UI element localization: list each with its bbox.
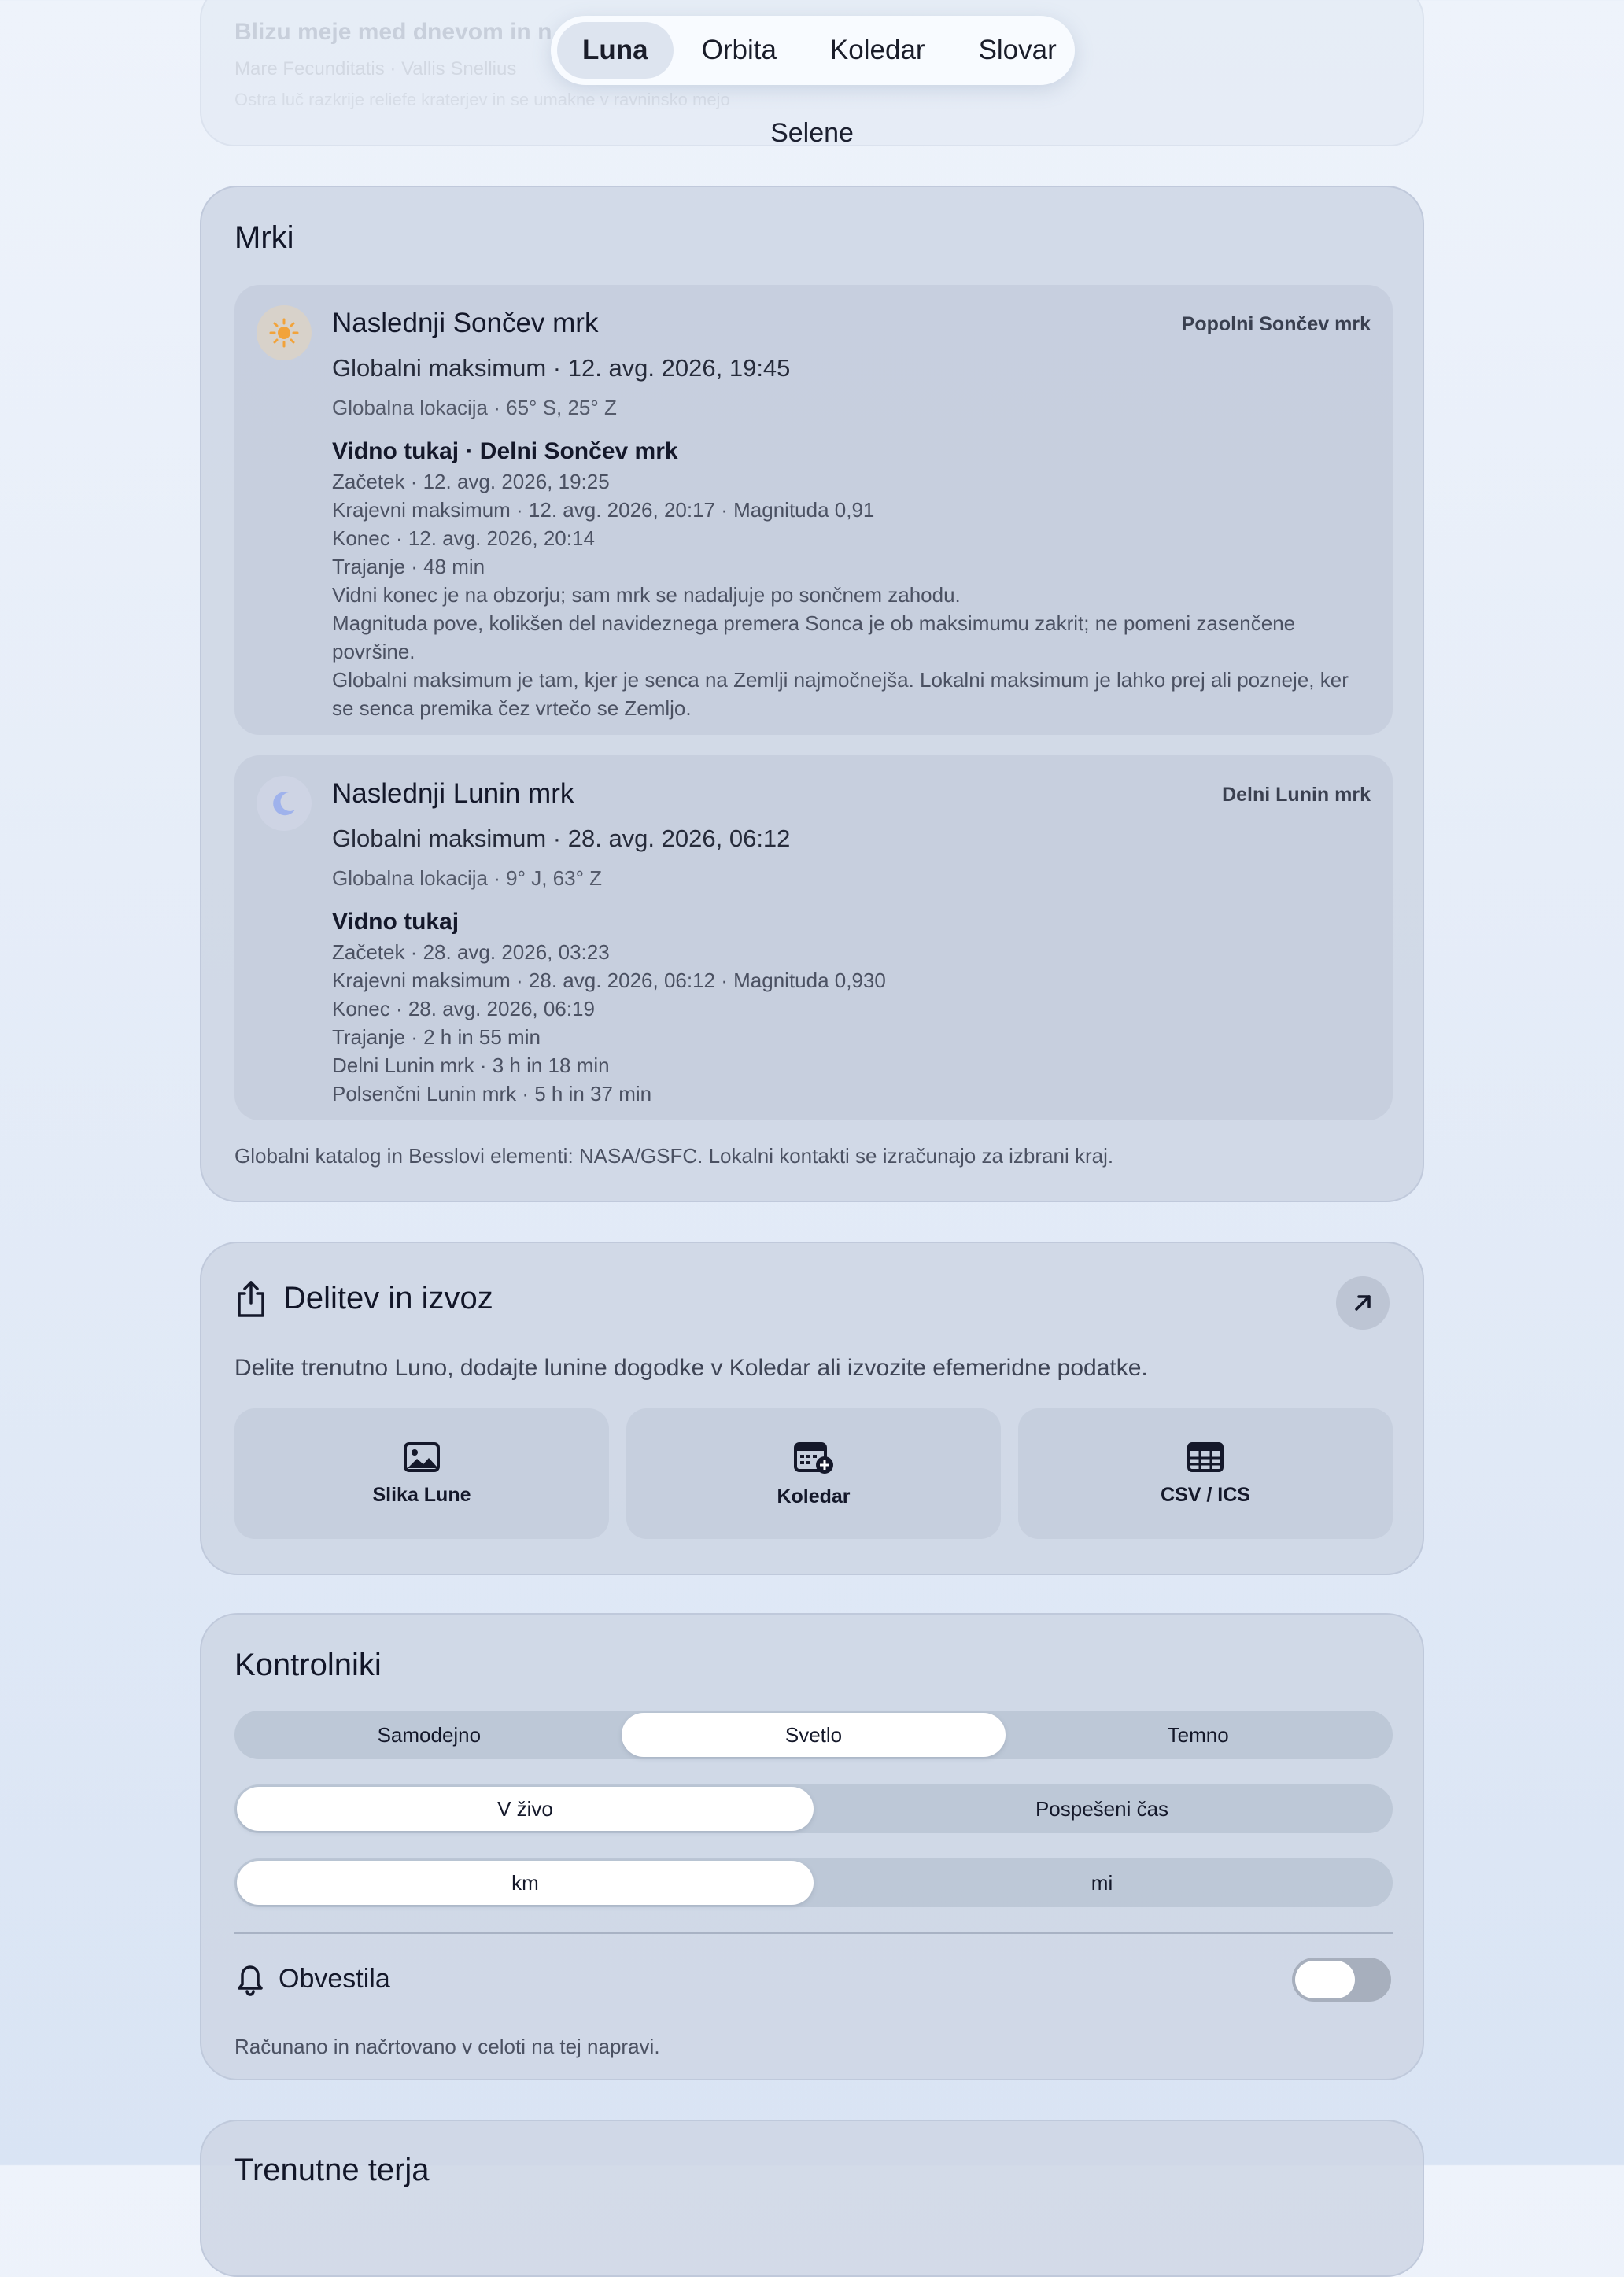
eclipse-detail-line: Konec · 28. avg. 2026, 06:19 [332, 997, 595, 1020]
eclipse-detail-line: Magnituda pove, kolikšen del navideznega premera Sonca je ob maksimumu zakrit; ne pomeni zasenčene površine. [332, 611, 1296, 663]
card-title: Delitev in izvoz [283, 1281, 493, 1316]
time-option-accelerated[interactable]: Pospešeni čas [1035, 1796, 1169, 1821]
on-device-note: Računano in načrtovano v celoti na tej napravi. [234, 2035, 660, 2058]
time-mode-segmented-control [234, 1784, 1393, 1833]
card-title: Mrki [234, 220, 294, 255]
share-icon [234, 1279, 268, 1323]
moon-icon [257, 776, 312, 831]
eclipse-detail-line: Vidni konec je na obzorju; sam mrk se nadaljuje po sončnem zahodu. [332, 583, 961, 607]
visible-here-heading: Vidno tukaj · Delni Sončev mrk [332, 438, 678, 464]
notifications-toggle[interactable] [1292, 1958, 1391, 2002]
tile-label: Koledar [777, 1485, 851, 1508]
solar-eclipse-heading: Naslednji Sončev mrk [332, 308, 599, 338]
card-title: Kontrolniki [234, 1648, 382, 1682]
lunar-eclipse-heading: Naslednji Lunin mrk [332, 778, 574, 809]
visible-here-heading: Vidno tukaj [332, 909, 460, 935]
notifications-label: Obvestila [279, 1964, 390, 1994]
calendar-add-icon [793, 1440, 834, 1474]
eclipse-detail-line: Polsenčni Lunin mrk · 5 h in 37 min [332, 1082, 652, 1105]
controls-card [200, 1613, 1424, 2080]
faded-line: Mare Fecunditatis · Vallis Snellius [234, 58, 517, 79]
share-moon-image-button[interactable] [234, 1408, 609, 1539]
arrow-up-right-icon [1351, 1291, 1375, 1315]
theme-option-auto[interactable]: Samodejno [377, 1722, 482, 1747]
eclipse-detail-line: Začetek · 12. avg. 2026, 19:25 [332, 470, 610, 493]
toggle-knob [1295, 1961, 1355, 1998]
theme-segmented-control [234, 1711, 1393, 1759]
global-location: Globalna lokacija · 65° S, 25° Z [332, 396, 617, 419]
eclipse-source-note: Globalni katalog in Besslovi elementi: NASA/GSFC. Lokalni kontakti se izračunajo za izbrani kraj. [234, 1144, 1114, 1168]
theme-option-dark[interactable]: Temno [1167, 1722, 1229, 1747]
open-share-button[interactable] [1336, 1276, 1390, 1330]
faded-title: Blizu meje med dnevom in n [234, 19, 552, 45]
eclipse-detail-line: Trajanje · 2 h in 55 min [332, 1025, 541, 1049]
bell-icon [234, 1961, 266, 1999]
global-location: Globalna lokacija · 9° J, 63° Z [332, 866, 603, 890]
lunar-eclipse-panel[interactable] [234, 755, 1393, 1120]
eclipse-detail-line: Začetek · 28. avg. 2026, 03:23 [332, 940, 610, 964]
tile-label: Slika Lune [372, 1483, 471, 1506]
eclipse-type-badge: Popolni Sončev mrk [1181, 313, 1371, 335]
eclipse-detail-line: Delni Lunin mrk · 3 h in 18 min [332, 1054, 610, 1077]
divider [234, 1932, 1393, 1934]
eclipse-detail-line: Globalni maksimum je tam, kjer je senca na Zemlji najmočnejša. Lokalni maksimum je lahko prej ali pozneje, ker se senca premika čez vrtečo se Zemljo. [332, 668, 1349, 720]
tab-koledar[interactable]: Koledar [829, 35, 925, 65]
card-title: Trenutne terja [234, 2153, 430, 2187]
global-maximum: Globalni maksimum · 12. avg. 2026, 19:45 [332, 354, 791, 382]
eclipse-detail-line: Krajevni maksimum · 28. avg. 2026, 06:12 · Magnituda 0,930 [332, 969, 886, 992]
time-option-live[interactable]: V živo [237, 1787, 814, 1831]
eclipses-card [200, 186, 1424, 1202]
eclipse-detail-line: Trajanje · 48 min [332, 555, 485, 578]
share-export-card [200, 1242, 1424, 1575]
faded-line: Ostra luč razkrije reliefe kraterjev in se umakne v ravninsko mejo [234, 90, 730, 109]
export-csv-ics-button[interactable] [1018, 1408, 1393, 1539]
tab-luna[interactable]: Luna [557, 22, 674, 79]
tab-orbita[interactable]: Orbita [701, 35, 777, 65]
page-subtitle: Selene [770, 118, 854, 148]
next-card [200, 2120, 1424, 2277]
global-maximum: Globalni maksimum · 28. avg. 2026, 06:12 [332, 825, 791, 852]
top-tab-bar [551, 16, 1075, 85]
table-icon [1187, 1441, 1224, 1473]
eclipse-detail-line: Krajevni maksimum · 12. avg. 2026, 20:17 · Magnituda 0,91 [332, 498, 875, 522]
tab-slovar[interactable]: Slovar [978, 35, 1057, 65]
share-description: Delite trenutno Luno, dodajte lunine dogodke v Koledar ali izvozite efemeridne podatke. [234, 1355, 1148, 1381]
units-segmented-control [234, 1858, 1393, 1907]
eclipse-detail-line: Konec · 12. avg. 2026, 20:14 [332, 526, 595, 550]
tile-label: CSV / ICS [1161, 1483, 1250, 1506]
eclipse-type-badge: Delni Lunin mrk [1222, 784, 1371, 806]
theme-option-light[interactable]: Svetlo [622, 1713, 1006, 1757]
solar-eclipse-panel[interactable] [234, 285, 1393, 735]
image-icon [403, 1441, 441, 1473]
add-to-calendar-button[interactable] [626, 1408, 1001, 1539]
sun-icon [257, 305, 312, 360]
units-option-mi[interactable]: mi [1091, 1870, 1113, 1895]
units-option-km[interactable]: km [237, 1861, 814, 1905]
